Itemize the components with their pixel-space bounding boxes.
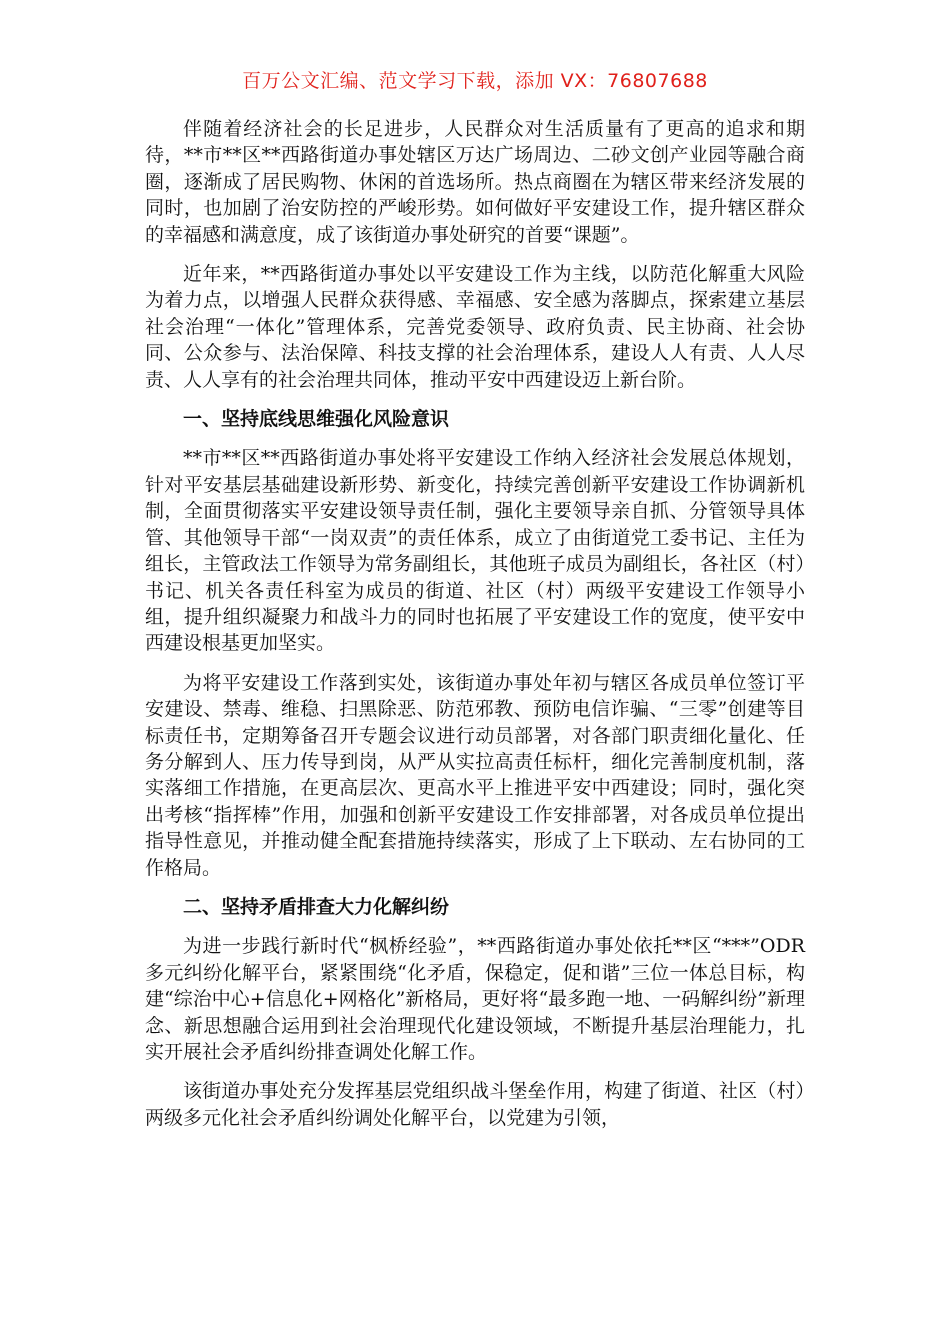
paragraph-intro: 伴随着经济社会的长足进步，人民群众对生活质量有了更高的追求和期待，**市**区**西路街道办事处辖区万达广场周边、二砂文创产业园等融合商圈，逐渐成了居民购物、休闲的首选场所。热点商圈在为辖区带来经济发展的同时，也加剧了治安防控的严峻形势。如何做好平安建设工作，提升辖区群众的幸福感和满意度，成了该街道办事处研究的首要“课题”。 <box>145 118 805 246</box>
section-heading-1: 一、坚持底线思维强化风险意识 <box>183 408 450 431</box>
paragraph-overview: 近年来，**西路街道办事处以平安建设工作为主线，以防范化解重大风险为着力点，以增强人民群众获得感、幸福感、安全感为落脚点，探索建立基层社会治理“一体化”管理体系，完善党委领导、政府负责、民主协商、社会协同、公众参与、法治保障、科技支撑的社会治理体系，建设人人有责、人人尽责、人人享有的社会治理共同体，推动平安中西建设迈上新台阶。 <box>145 263 805 391</box>
document-body <box>145 116 805 1144</box>
header-banner: 百万公文汇编、范文学习下载，添加 VX：76807688 <box>242 70 708 92</box>
paragraph-section1-b: 为将平安建设工作落到实处，该街道办事处年初与辖区各成员单位签订平安建设、禁毒、维稳、扫黑除恶、防范邪教、预防电信诈骗、“三零”创建等目标责任书，定期筹备召开专题会议进行动员部署，对各部门职责细化量化、任务分解到人、压力传导到岗，从严从实拉高责任标杆，细化完善制度机制，落实落细工作措施，在更高层次、更高水平上推进平安中西建设；同时，强化突出考核“指挥棒”作用，加强和创新平安建设工作安排部署，对各成员单位提出指导性意见，并推动健全配套措施持续落实，形成了上下联动、左右协同的工作格局。 <box>145 671 805 879</box>
section-heading-2: 二、坚持矛盾排查大力化解纠纷 <box>183 895 450 918</box>
paragraph-section1-a: **市**区**西路街道办事处将平安建设工作纳入经济社会发展总体规划，针对平安基层基础建设新形势、新变化，持续完善创新平安建设工作协调新机制，全面贯彻落实平安建设领导责任制，强化主要领导亲自抓、分管领导具体管、其他领导干部“一岗双责”的责任体系，成立了由街道党工委书记、主任为组长，主管政法工作领导为常务副组长，其他班子成员为副组长，各社区（村）书记、机关各责任科室为成员的街道、社区（村）两级平安建设工作领导小组，提升组织凝聚力和战斗力的同时也拓展了平安建设工作的宽度，使平安中西建设根基更加坚实。 <box>145 447 805 655</box>
paragraph-section2-b: 该街道办事处充分发挥基层党组织战斗堡垒作用，构建了街道、社区（村）两级多元化社会矛盾纠纷调处化解平台，以党建为引领， <box>145 1080 805 1129</box>
paragraph-section2-a: 为进一步践行新时代“枫桥经验”，**西路街道办事处依托**区“***”ODR 多元纠纷化解平台，紧紧围绕“化矛盾，保稳定，促和谐”三位一体总目标，构建“综治中心+信息化+网格化”新格局，更好将“最多跑一地、一码解纠纷”新理念、新思想融合运用到社会治理现代化建设领域，不断提升基层治理能力，扎实开展社会矛盾纠纷排查调处化解工作。 <box>145 935 805 1063</box>
